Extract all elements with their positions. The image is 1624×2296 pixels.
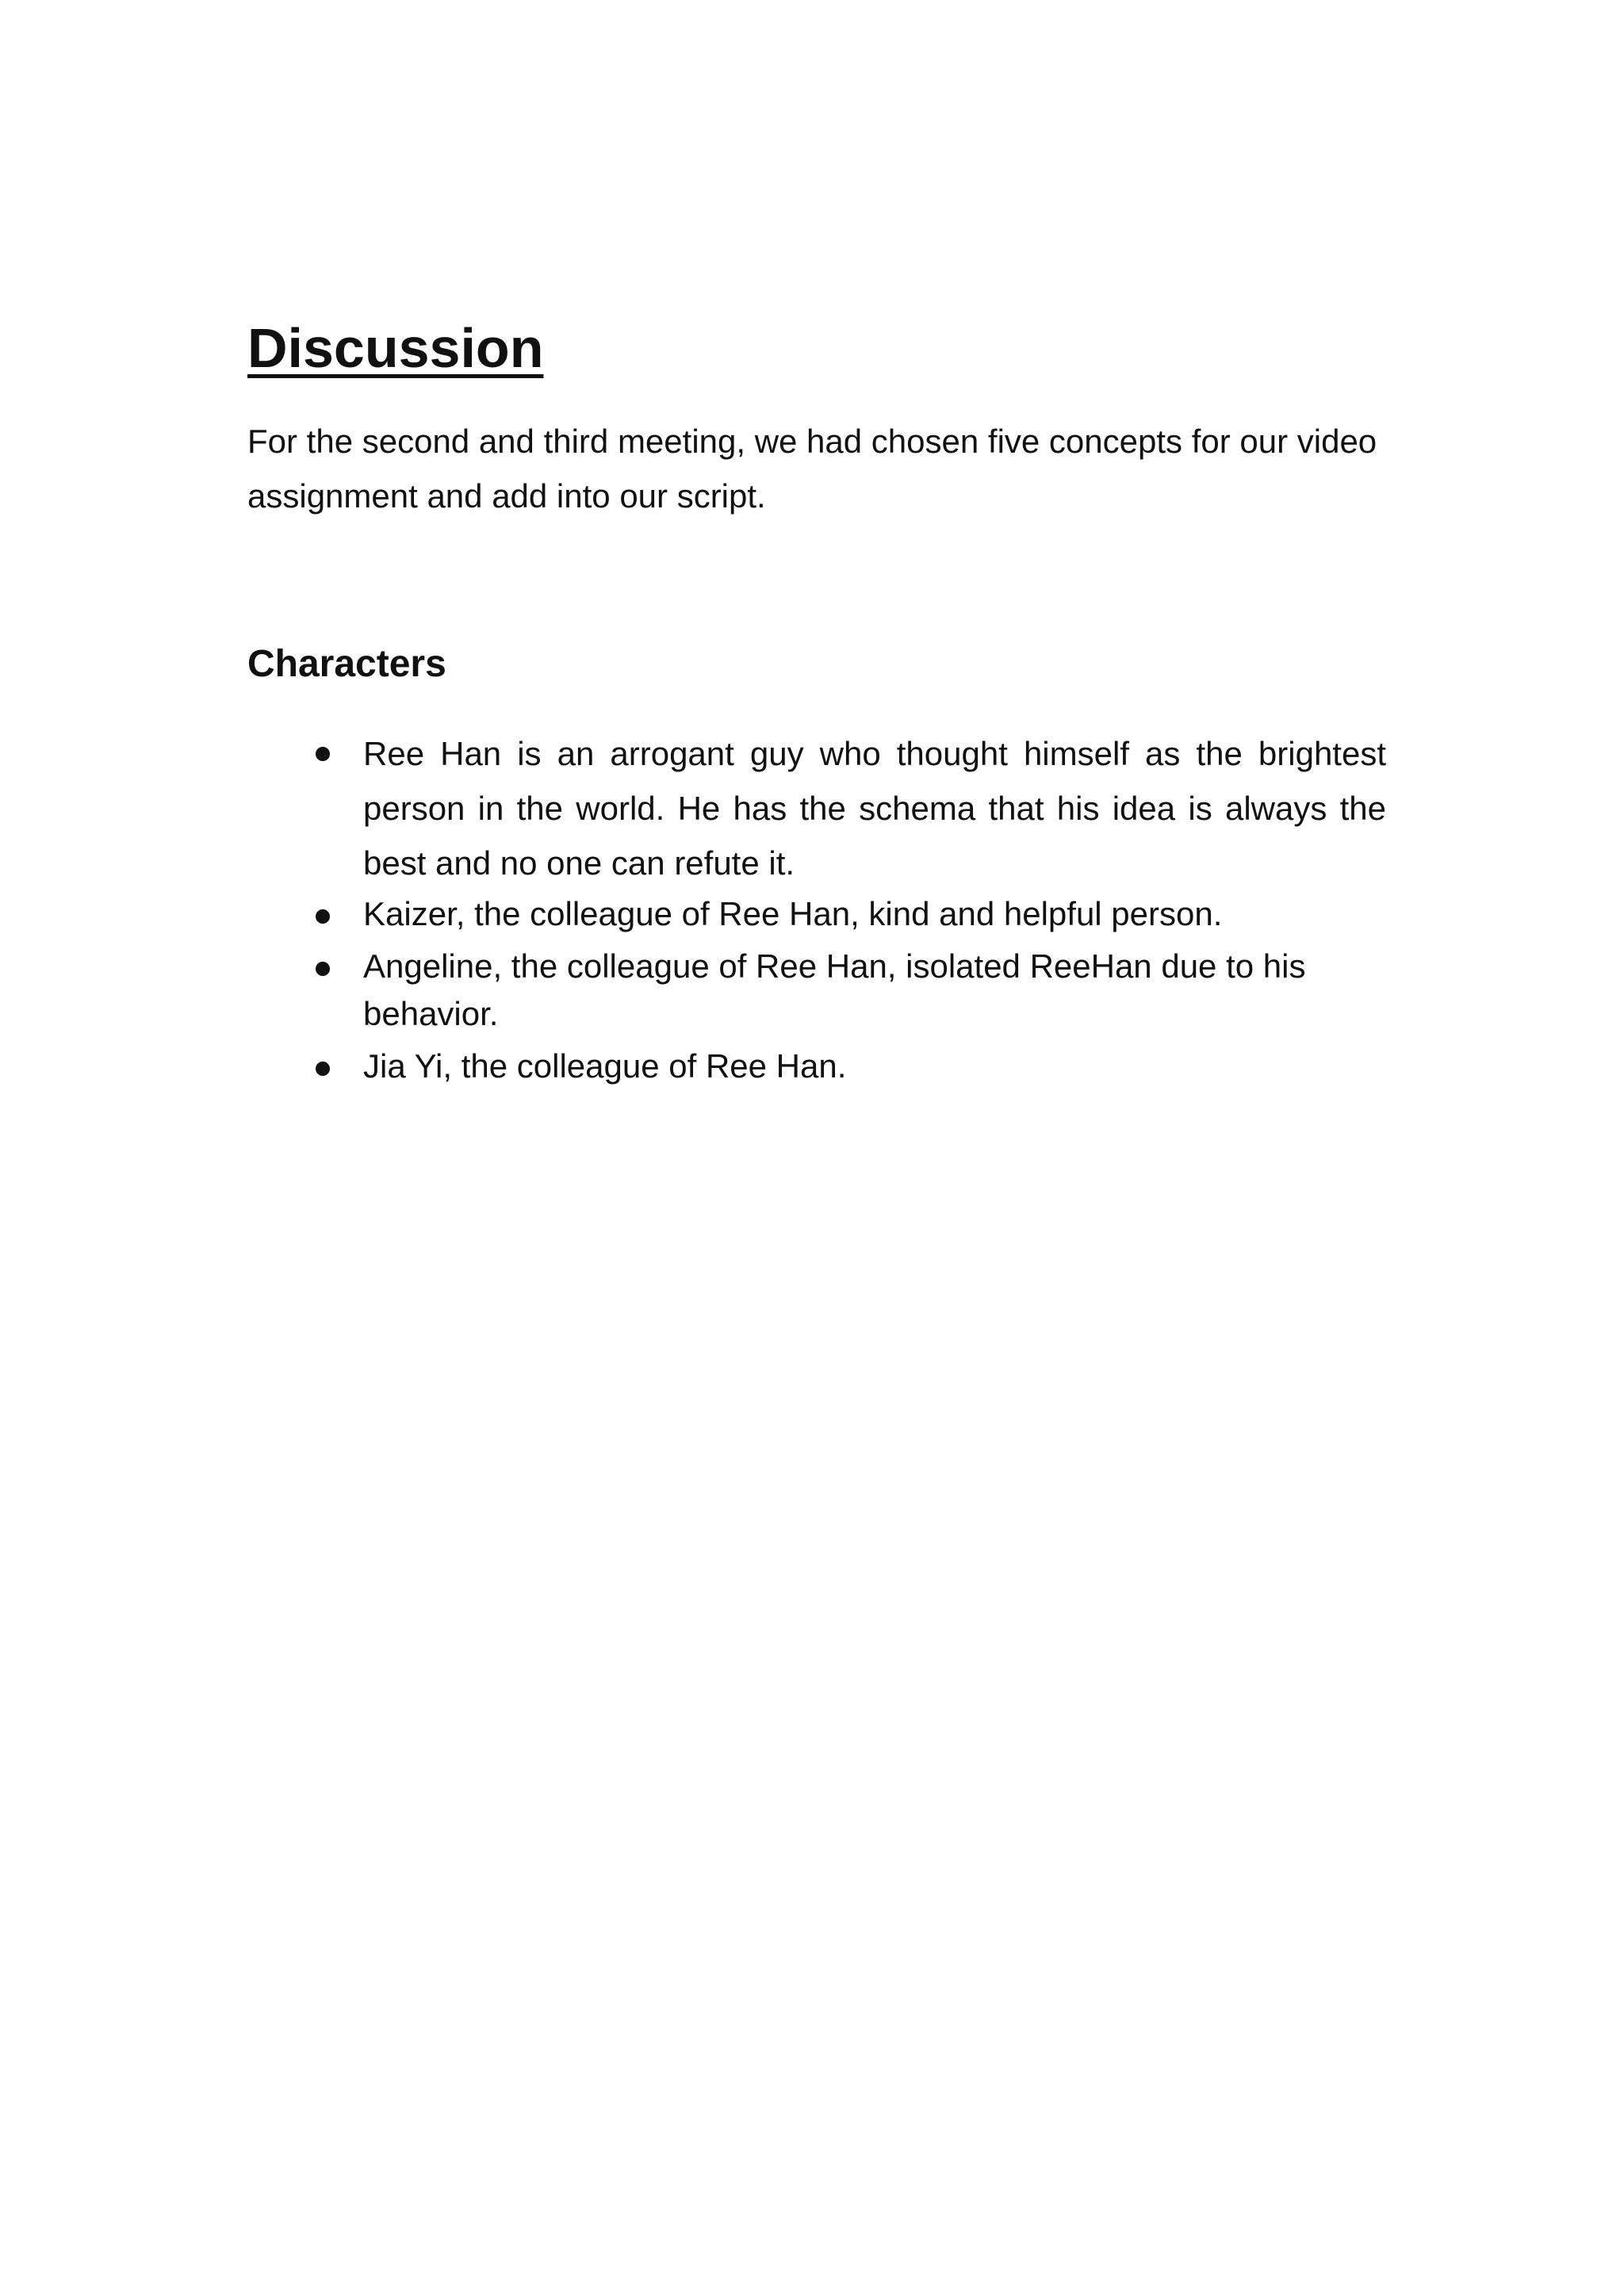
intro-paragraph: For the second and third meeting, we had chosen five concepts for our video assignment and add into our script. bbox=[247, 423, 1377, 515]
list-item bbox=[247, 943, 1386, 1038]
characters-list bbox=[247, 726, 1386, 1090]
list-item-text: Jia Yi, the colleague of Ree Han. bbox=[363, 1047, 847, 1085]
bullet-icon bbox=[316, 909, 330, 924]
list-item bbox=[247, 1043, 1386, 1090]
list-item-text: Ree Han is an arrogant guy who thought himself as the brightest person in the world. He has the schema that his idea is always the best and no one can refute it. bbox=[363, 735, 1386, 882]
list-item-text: Angeline, the colleague of Ree Han, isolated ReeHan due to his behavior. bbox=[363, 947, 1306, 1032]
list-item-text: Kaizer, the colleague of Ree Han, kind and helpful person. bbox=[363, 895, 1223, 932]
section-heading: Discussion bbox=[247, 317, 544, 379]
document-body bbox=[247, 311, 1386, 1095]
bullet-icon bbox=[316, 1062, 330, 1076]
bullet-icon bbox=[316, 962, 330, 976]
list-item bbox=[247, 726, 1386, 890]
characters-heading: Characters bbox=[247, 643, 446, 685]
bullet-icon bbox=[316, 747, 330, 761]
list-item bbox=[247, 890, 1386, 938]
